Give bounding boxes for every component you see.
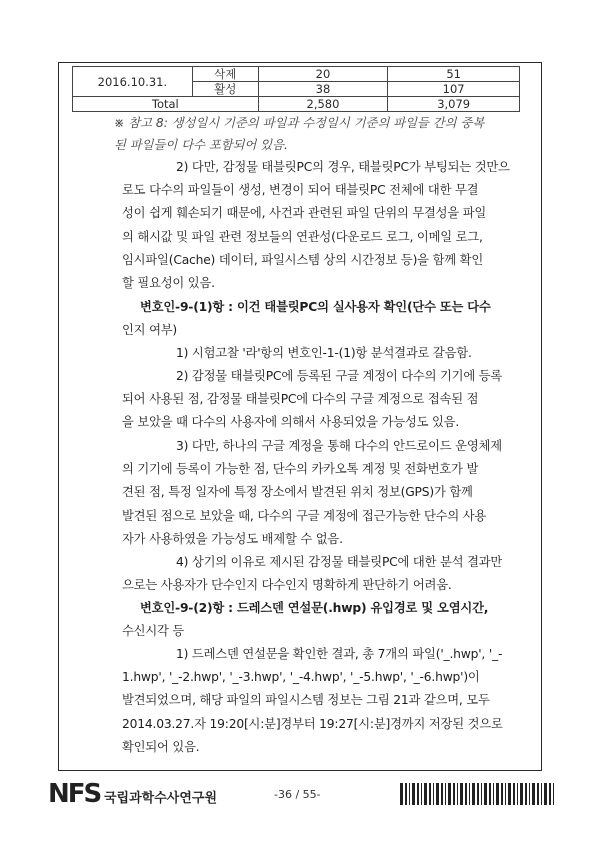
text-line: 1.hwp', '_-2.hwp', '_-3.hwp', '_-4.hwp', '_-5.hwp', '_-6.hwp')이 bbox=[122, 670, 480, 685]
heading-9-1 bbox=[122, 296, 528, 342]
file-count-table bbox=[72, 66, 520, 112]
text-line: 2) 감정물 태블릿PC에 등록된 구글 계정이 다수의 기기에 등록 bbox=[176, 369, 503, 383]
text-line: 할 필요성이 있음. bbox=[122, 276, 215, 291]
table-cell-value: 38 bbox=[258, 82, 388, 97]
nfs-logo: NFS bbox=[48, 779, 101, 809]
text-line: 으로는 사용자가 단수인지 다수인지 명확하게 판단하기 어려움. bbox=[122, 578, 452, 593]
text-line: 로도 다수의 파일들이 생성, 변경이 되어 태블릿PC 전체에 대한 무결 bbox=[122, 183, 479, 198]
table-cell-value: 20 bbox=[258, 67, 388, 82]
note-line: ※ 참고 8: 생성일시 기준의 파일과 수정일시 기준의 파일들 간의 중복 bbox=[114, 116, 485, 130]
paragraph-q1 bbox=[122, 342, 528, 365]
table-cell-value: 51 bbox=[388, 67, 520, 82]
paragraph-2 bbox=[122, 156, 532, 295]
section-heading: 변호인-9-(2)항 : 드레스덴 연설문(.hwp) 유입경로 및 오염시간, bbox=[140, 601, 489, 615]
reference-note bbox=[114, 112, 522, 156]
table-cell-type: 삭제 bbox=[192, 67, 258, 82]
text-line: 2) 다만, 감정물 태블릿PC의 경우, 태블릿PC가 부팅되는 것만으 bbox=[176, 160, 510, 174]
section-heading: 변호인-9-(1)항 : 이건 태블릿PC의 실사용자 확인(단수 또는 다수 bbox=[140, 300, 491, 314]
text-line: 발견되었으며, 해당 파일의 파일시스템 정보는 그림 21과 같으며, 모두 bbox=[122, 693, 490, 708]
table-cell-value: 2,580 bbox=[258, 97, 388, 112]
text-line: 4) 상기의 이유로 제시된 감정물 태블릿PC에 대한 분석 결과만 bbox=[176, 555, 503, 569]
page-number: -36 / 55- bbox=[274, 788, 321, 801]
table-row bbox=[73, 67, 520, 82]
text-line: 1) 시험고찰 '라'항의 변호인-1-(1)항 분석결과로 갈음함. bbox=[176, 346, 472, 360]
text-line: 되어 사용된 점, 감정물 태블릿PC에 다수의 구글 계정으로 접속된 점 bbox=[122, 392, 479, 407]
text-line: 임시파일(Cache) 데이터, 파일시스템 상의 시간정보 등)을 함께 확인 bbox=[122, 252, 483, 267]
paragraph-q2 bbox=[122, 365, 528, 435]
text-line: 을 보았을 때 다수의 사용자에 의해서 사용되었을 가능성도 있음. bbox=[122, 415, 460, 430]
table-cell-date: 2016.10.31. bbox=[73, 67, 193, 97]
text-line: 확인되어 있음. bbox=[122, 739, 200, 754]
paragraph-q4 bbox=[122, 551, 528, 597]
text-line: 2014.03.27.자 19:20[시:분]경부터 19:27[시:분]경까지 저장된 것으로 bbox=[122, 716, 503, 731]
note-line: 된 파일들이 다수 포함되어 있음. bbox=[114, 138, 288, 152]
table-cell-type: 활성 bbox=[192, 82, 258, 97]
text-line: 인지 여부) bbox=[122, 323, 178, 338]
organization-name: 국립과학수사연구원 bbox=[104, 791, 218, 806]
table-row-total bbox=[73, 97, 520, 112]
table-cell-value: 3,079 bbox=[388, 97, 520, 112]
table-cell-total-label: Total bbox=[73, 97, 259, 112]
text-line: 성이 쉽게 훼손되기 때문에, 사건과 관련된 파일 단위의 무결성을 파일 bbox=[122, 206, 487, 221]
text-line: 발견된 점으로 보았을 때, 다수의 구글 계정에 접근가능한 단수의 사용 bbox=[122, 508, 487, 523]
paragraph-r1 bbox=[122, 643, 534, 759]
text-line: 자가 사용하였을 가능성도 배제할 수 없음. bbox=[122, 531, 343, 546]
text-line: 견된 점, 특정 일자에 특정 장소에서 발견된 위치 정보(GPS)가 함께 bbox=[122, 485, 473, 500]
text-line: 3) 다만, 하나의 구글 계정을 통해 다수의 안드로이드 운영체제 bbox=[176, 439, 502, 453]
text-line: 1) 드레스덴 연설문을 확인한 결과, 총 7개의 파일('_.hwp', '_- bbox=[176, 647, 503, 661]
text-line: 의 해시값 및 파일 관련 정보들의 연관성(다운로드 로그, 이메일 로그, bbox=[122, 229, 483, 244]
text-line: 의 기기에 등록이 가능한 점, 단수의 카카오톡 계정 및 전화번호가 발 bbox=[122, 462, 479, 477]
heading-9-2 bbox=[122, 597, 528, 643]
table-cell-value: 107 bbox=[388, 82, 520, 97]
barcode-icon bbox=[400, 783, 554, 805]
text-line: 수신시각 등 bbox=[122, 624, 185, 639]
paragraph-q3 bbox=[122, 435, 528, 551]
